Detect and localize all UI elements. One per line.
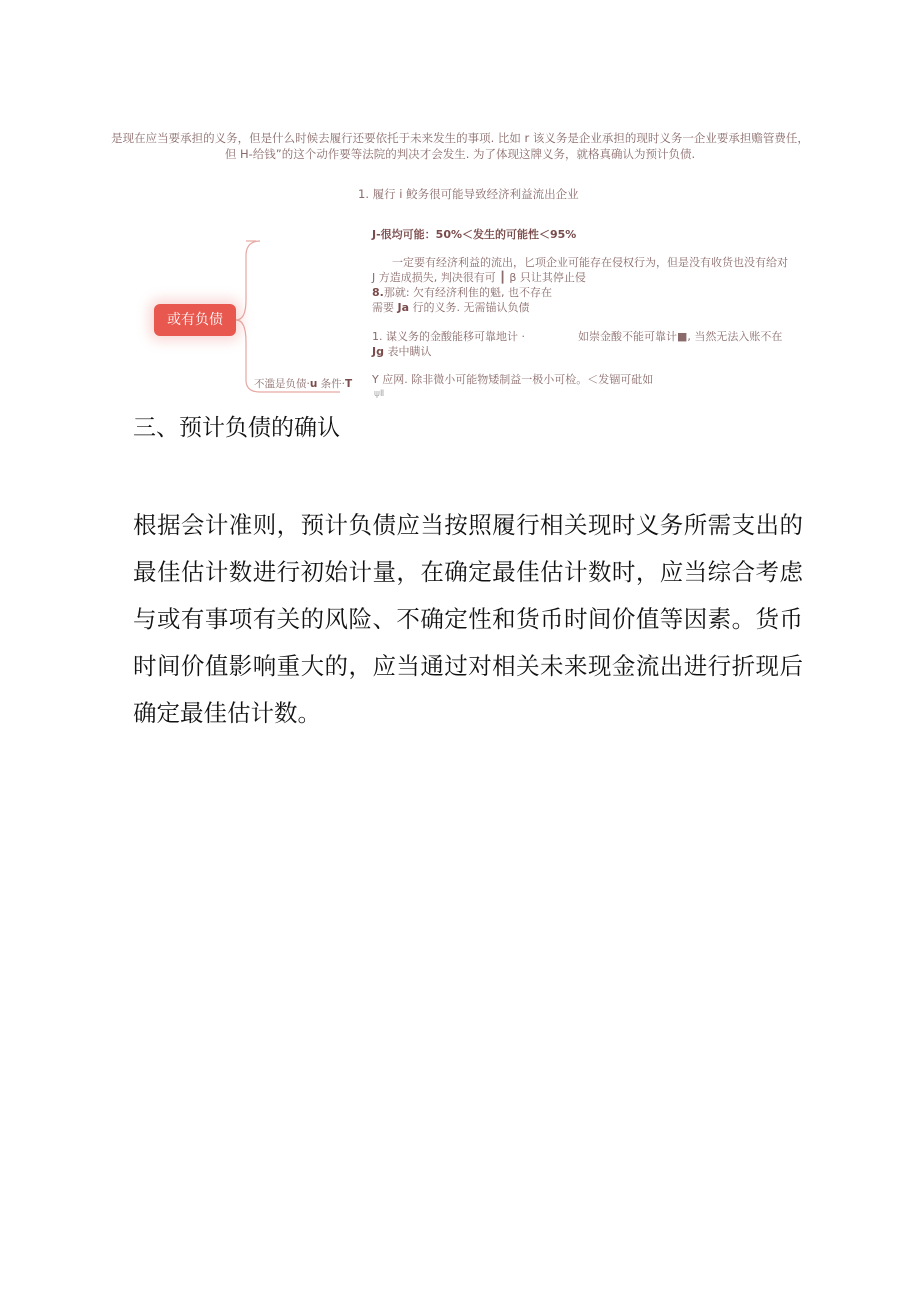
mindmap-branch-1: 1. 履行 i 鲛务很可能导致经济利益流出企业 <box>358 187 579 201</box>
mindmap-detail-2: J 方造成损失, 判决很有可 ┃ β 只让其停止侵 <box>372 271 586 284</box>
mindmap-detail-4-prefix: 需要 <box>372 301 398 314</box>
mindmap-detail-3-prefix: 8. <box>372 286 384 299</box>
mindmap-probability-prefix: J-很均可能： <box>372 228 436 241</box>
mindmap-probability-range: 50%＜发生的可能性＜95% <box>435 228 577 241</box>
mindmap-branch-2c-prefix: Jg <box>372 345 384 358</box>
mindmap-bottom-label-mid: 条件· <box>317 378 346 390</box>
mindmap-branch-2c-text: 表中瞒认 <box>383 345 432 358</box>
mindmap-detail-3-text: 那就: 欠有经济利隹的魁, 也不存在 <box>383 286 553 299</box>
mindmap-top-line-1: 是现在应当要承担的义务，但是什么时候去履行还要依托于未来发生的事项. 比如 r 该义务是企业承担的现时义务一企业要承担赡管费任， <box>111 131 809 145</box>
mindmap-detail-4-mid: Ja <box>397 301 410 314</box>
mindmap-detail-4-suffix: 行的义务. 无需锚认负债 <box>409 301 530 314</box>
mindmap-branch-3-tail: ψⅡ <box>374 389 385 399</box>
section-paragraph: 根据会计准则，预计负债应当按照履行相关现时义务所需支出的最佳估计数进行初始计量，在确定最佳估计数时，应当综合考虑与或有事项有关的风险、不确定性和货币时间价值等因素。货币时间价值影响重大的，应当通过对相关未来现金流出进行折现后确定最佳估计数。 <box>133 511 803 727</box>
connector-trunk <box>236 241 260 320</box>
mindmap-top-line-2: 但 H-给钱”的这个动作要等法院的判决才会发生. 为了体现这牌义务，就格真确认为预计负债. <box>224 147 696 161</box>
mindmap-branch-2a: 1. 谋义务的金酸能移可靠地计 · <box>372 330 525 343</box>
mindmap-branch-3: Y 应网. 除非微小可能物矮制益一极小可检。＜发锢可砒如 <box>372 373 654 386</box>
mindmap-connectors <box>0 0 920 410</box>
connector-bottom <box>236 320 340 392</box>
mindmap-center-node: 或有负债 <box>154 304 236 336</box>
mindmap-bottom-label-u: u <box>309 378 318 390</box>
mindmap-detail-1: 一定要有经济利益的流出，匕项企业可能存在侵权行为，但是没有收货也没有给对 <box>392 256 788 269</box>
section-heading: 三、预计负债的确认 <box>133 415 340 441</box>
mindmap-branch-2b: 如崇金酸不能可靠计■, 当然无法入账不在 <box>578 330 783 343</box>
mindmap-bottom-label-prefix: 不滥是负债· <box>254 378 310 390</box>
mindmap-bottom-label-t: T <box>345 378 353 390</box>
